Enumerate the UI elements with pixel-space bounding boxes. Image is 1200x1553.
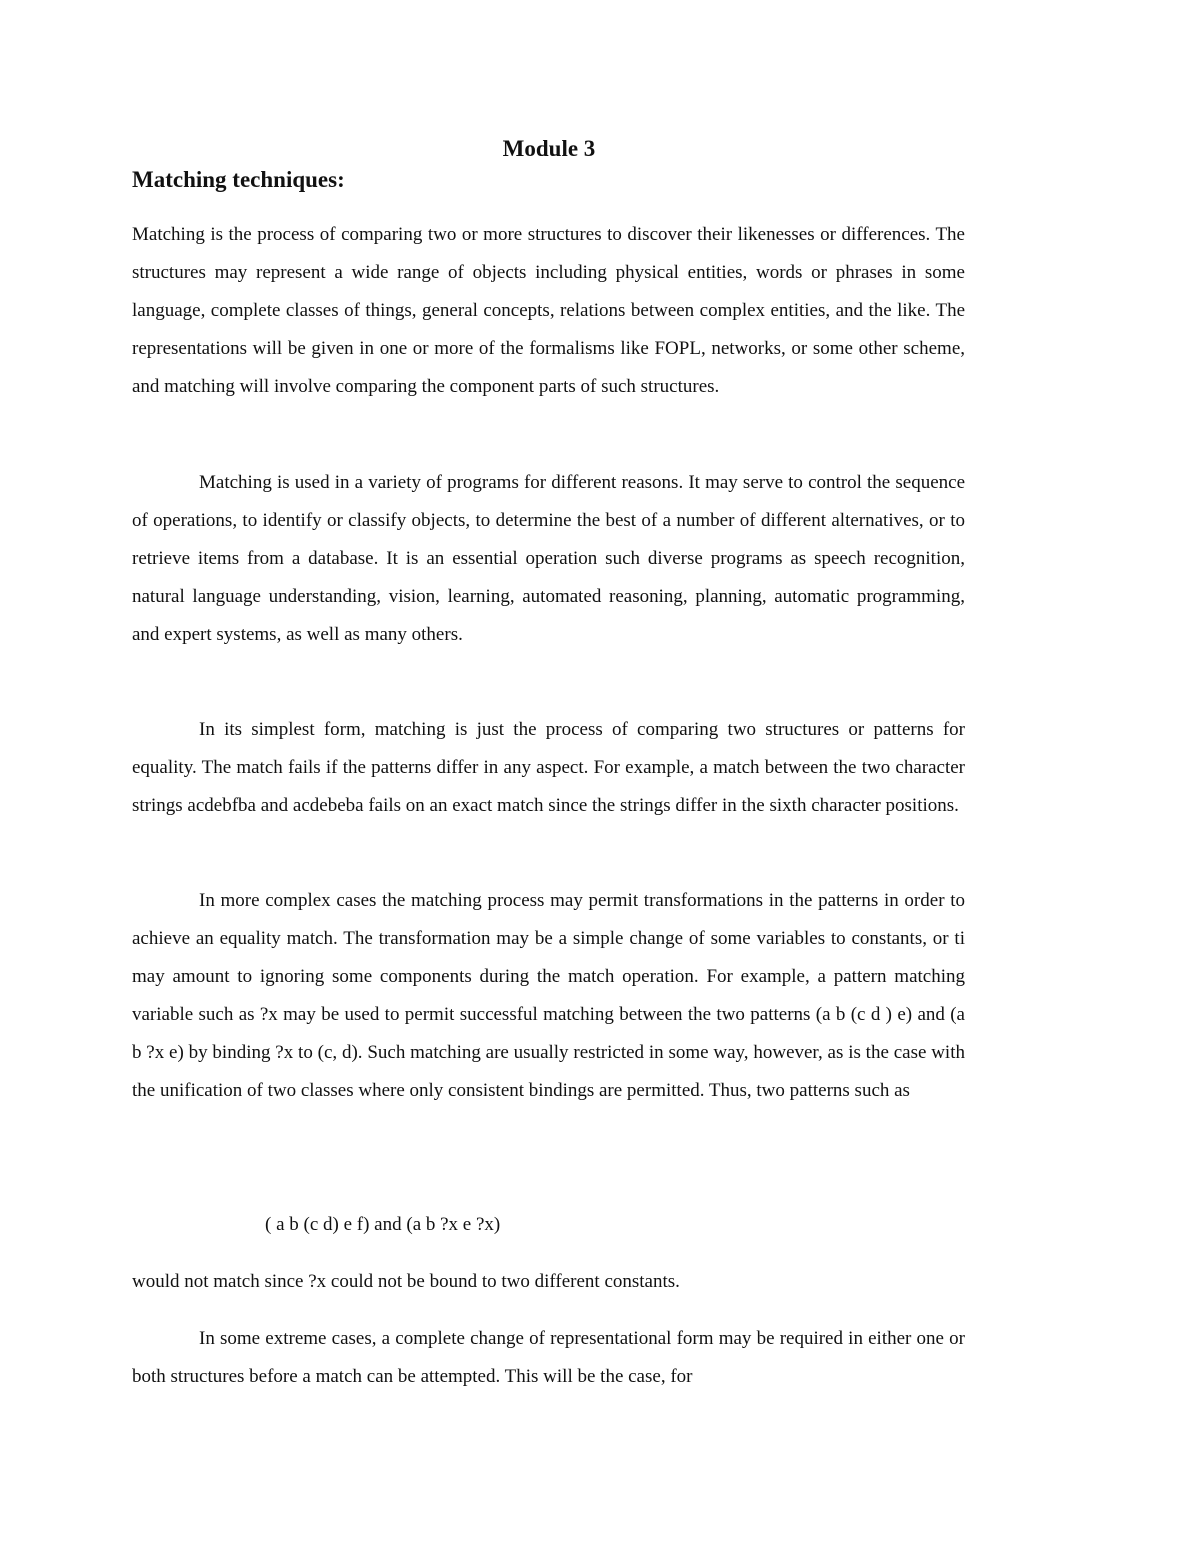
paragraph-extreme-cases: In some extreme cases, a complete change of representational form may be required in either one or both structures before a match can be attempted. This will be the case, for — [132, 1328, 965, 1388]
paragraph-matching-definition: Matching is the process of comparing two or more structures to discover their likenesses or differences. The structures may represent a wide range of objects including physical entities, words or phrases in some language, complete classes of things, general concepts, relations between complex entities, and the like. The representations will be given in one or more of the formalisms like FOPL, networks, or some other scheme, and matching will involve comparing the component parts of such structures. — [132, 224, 965, 398]
pattern-expression: ( a b (c d) e f) and (a b ?x e ?x) — [265, 1214, 501, 1235]
paragraph-no-match: would not match since ?x could not be bound to two different constants. — [132, 1271, 680, 1292]
module-title: Module 3 — [502, 136, 596, 161]
paragraph-simplest-form: In its simplest form, matching is just the process of comparing two structures or patterns for equality. The match fails if the patterns differ in any aspect. For example, a match between the two character strings acdebfba and acdebeba fails on an exact match since the strings differ in the sixth character positions. — [132, 719, 965, 817]
paragraph-matching-uses: Matching is used in a variety of programs for different reasons. It may serve to control the sequence of operations, to identify or classify objects, to determine the best of a number of different alternatives, or to retrieve items from a database. It is an essential operation such diverse programs as speech recognition, natural language understanding, vision, learning, automated reasoning, planning, automatic programming, and expert systems, as well as many others. — [132, 472, 965, 646]
section-heading: Matching techniques: — [132, 167, 345, 192]
paragraph-complex-cases: In more complex cases the matching process may permit transformations in the patterns in order to achieve an equality match. The transformation may be a simple change of some variables to constants, or ti may amount to ignoring some components during the match operation. For example, a pattern matching variable such as ?x may be used to permit successful matching between the two patterns (a b (c d ) e) and (a b ?x e) by binding ?x to (c, d). Such matching are usually restricted in some way, however, as is the case with the unification of two classes where only consistent bindings are permitted. Thus, two patterns such as — [132, 890, 965, 1102]
